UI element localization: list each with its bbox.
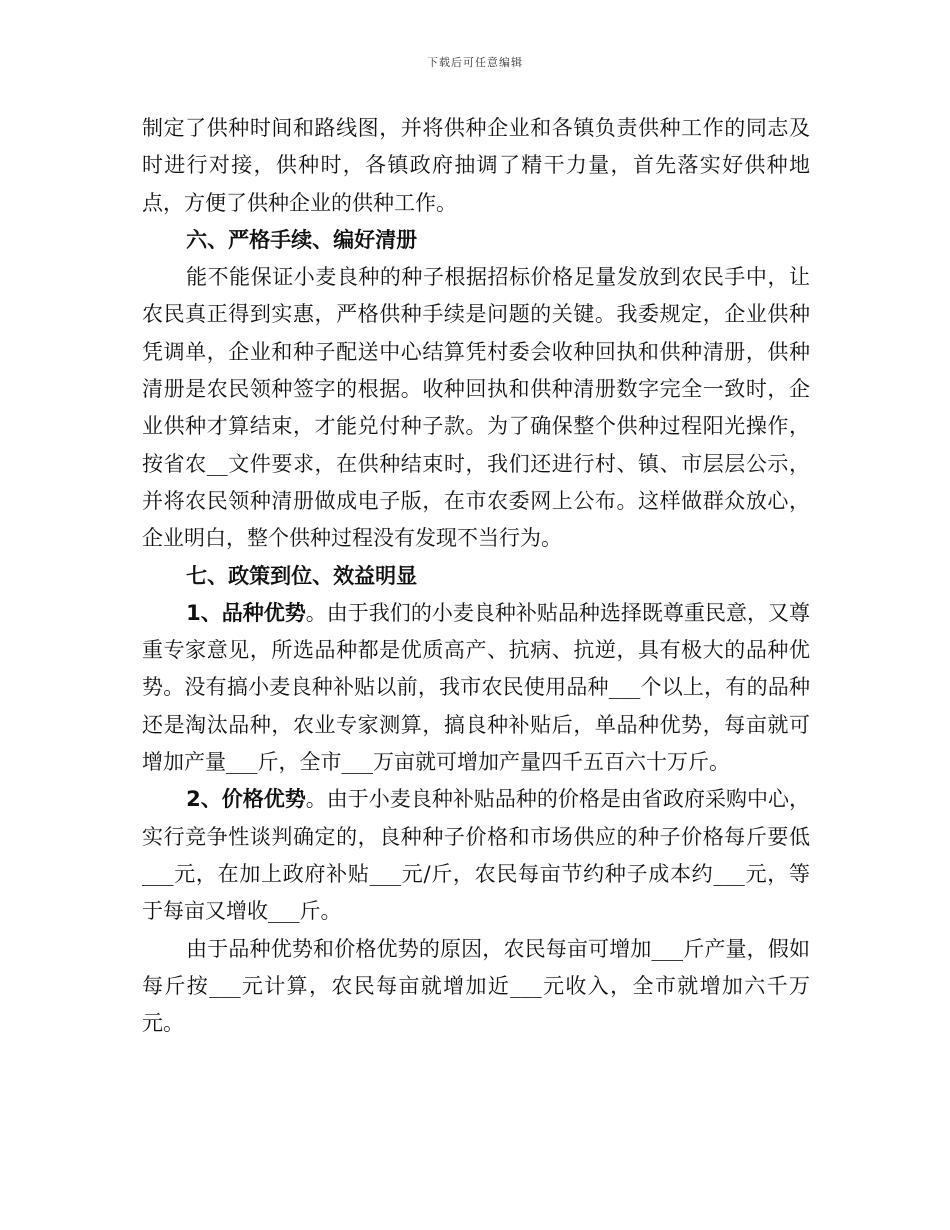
subheading-price-advantage: 2、价格优势 (186, 787, 306, 812)
paragraph-price-advantage (142, 781, 810, 930)
price-advantage-text: 。由于小麦良种补贴品种的价格是由省政府采购中心，实行竞争性谈判确定的，良种种子价格和市场供应的种子价格每斤要低___元，在加上政府补贴___元/斤，农民每亩节约种子成本约___元，等于每亩又增收___斤。 (142, 787, 810, 924)
paragraph-variety-advantage (142, 595, 810, 781)
paragraph-continued: 制定了供种时间和路线图，并将供种企业和各镇负责供种工作的同志及时进行对接，供种时，各镇政府抽调了精干力量，首先落实好供种地点，方便了供种企业的供种工作。 (142, 116, 810, 215)
section-heading-seven: 七、政策到位、效益明显 (186, 563, 418, 588)
variety-advantage-text: 。由于我们的小麦良种补贴品种选择既尊重民意，又尊重专家意见，所选品种都是优质高产、抗病、抗逆，具有极大的品种优势。没有搞小麦良种补贴以前，我市农民使用品种___个以上，有的品种还是淘汰品种，农业专家测算，搞良种补贴后，单品种优势，每亩就可增加产量___斤，全市___万亩就可增加产量四千五百六十万斤。 (142, 600, 810, 775)
section-heading-six: 六、严格手续、编好清册 (186, 227, 418, 252)
document-body (142, 110, 810, 1042)
paragraph-procedures: 能不能保证小麦良种的种子根据招标价格足量发放到农民手中，让农民真正得到实惠，严格供种手续是问题的关键。我委规定，企业供种凭调单，企业和种子配送中心结算凭村委会收种回执和供种清册，供种清册是农民领种签字的根据。收种回执和供种清册数字完全一致时，企业供种才算结束，才能兑付种子款。为了确保整个供种过程阳光操作，按省农__文件要求，在供种结束时，我们还进行村、镇、市层层公示，并将农民领种清册做成电子版，在市农委网上公布。这样做群众放心，企业明白，整个供种过程没有发现不当行为。 (142, 265, 810, 551)
subheading-variety-advantage: 1、品种优势 (186, 600, 306, 625)
paragraph-summary: 由于品种优势和价格优势的原因，农民每亩可增加___斤产量，假如每斤按___元计算，农民每亩就增加近___元收入，全市就增加六千万元。 (142, 936, 810, 1036)
header-note: 下载后可任意编辑 (427, 56, 523, 69)
